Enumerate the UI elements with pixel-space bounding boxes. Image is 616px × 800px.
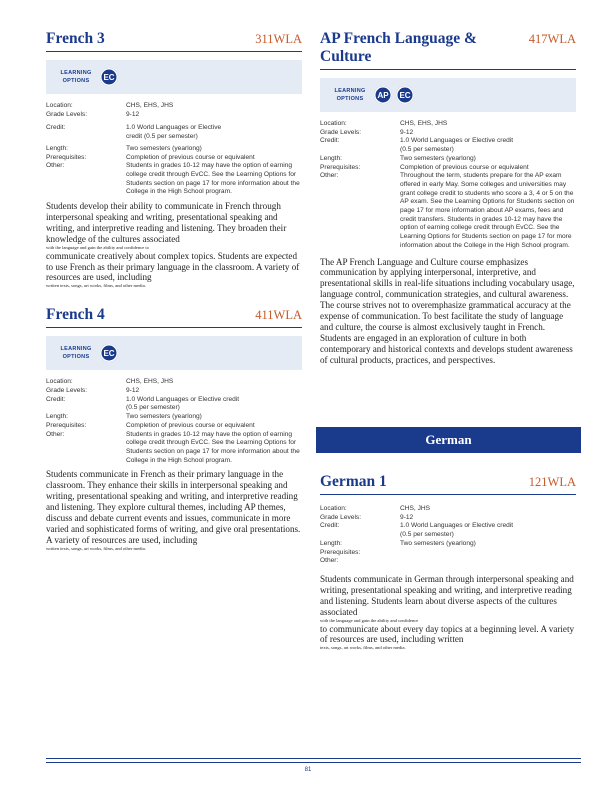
location-value: CHS, EHS, JHS: [126, 378, 174, 386]
length-value: Two semesters (yearlong): [400, 539, 476, 547]
college-credit-icon: EC: [100, 344, 118, 362]
course-code: 121WLA: [528, 475, 576, 489]
prereq-label: Prerequisites:: [320, 163, 361, 171]
learning-options-label: LEARNING OPTIONS: [60, 70, 92, 84]
length-value: Two semesters (yearlong): [126, 144, 202, 152]
prereq-label: Prerequisites:: [46, 421, 87, 429]
other-label: Other:: [320, 172, 339, 180]
course-info: [46, 378, 302, 465]
grade-label: Grade Levels:: [46, 110, 88, 118]
location-value: CHS, EHS, JHS: [400, 120, 448, 127]
credit-value: 1.0 World Languages or Elective credit (0.5 per semester): [126, 124, 222, 141]
course-header: [46, 30, 302, 52]
length-value: Two semesters (yearlong): [400, 154, 476, 162]
credit-value: 1.0 World Languages or Elective credit (0.5 per semester): [400, 522, 514, 539]
learning-options-label: LEARNING OPTIONS: [60, 346, 92, 361]
credit-value: 1.0 World Languages or Elective credit (0.5 per semester): [400, 137, 514, 154]
course-code: 311WLA: [255, 32, 302, 46]
section-header-german: German: [316, 427, 581, 453]
prereq-value: Completion of previous course or equivalent: [126, 421, 255, 429]
learning-options-box: [46, 60, 302, 94]
college-credit-icon: EC: [100, 68, 118, 86]
other-value: Throughout the term, students prepare for the AP exam offered in early May. Some colleges and universities may grant college credit to students who score a 3, 4 or 5 on the AP exam. See the Learning Options for Students section on page 17 for more information about AP exams, fees and credit transfers. Students in grades 10-12 may have the option of earning college credit through EvCC. See the Learning Options for Students section on page 17 for more information about the College in the High School program.: [400, 172, 575, 249]
course-code: 411WLA: [255, 308, 302, 323]
length-label: Length:: [46, 413, 68, 421]
course-header: [320, 473, 576, 495]
grade-value: 9-12: [400, 513, 414, 521]
location-value: CHS, EHS, JHS: [126, 102, 174, 109]
page-number: 81: [304, 767, 312, 773]
location-value: CHS, JHS: [400, 505, 431, 512]
credit-label: Credit:: [320, 137, 340, 145]
location-label: Location:: [46, 378, 73, 386]
course-code: 417WLA: [528, 32, 576, 46]
course-info: [320, 505, 576, 566]
footer-divider: [46, 762, 581, 763]
course-description: Students communicate in French as their primary language in the classroom. They enhance their skills in interpersonal speaking and writing, presentational speaking and writing, and interpretive reading and listening. They explore cultural themes, including AP themes, discuss and debate current events and issues, communicate in more varied and sophisticated forms of writing, and give oral presentations. A variety of resources are used, including written texts, songs, art works, films, and other media.: [46, 469, 301, 551]
grade-value: 9-12: [126, 110, 140, 118]
grade-value: 9-12: [400, 128, 414, 136]
credit-label: Credit:: [46, 395, 66, 403]
location-label: Location:: [320, 505, 347, 512]
advanced-placement-icon: AP: [374, 86, 392, 104]
learning-options-box: [46, 336, 302, 370]
course-description: Students develop their ability to communicate in French through interpersonal speaking and writing, presentational speaking and writing, and interpretive reading and listening. They broaden their knowledge of the cultures associated with the language and gain the ability and confidence to communicate creatively about complex topics. Students are expected to use French as their primary language in the classroom. A variety of resources are used, including written texts, songs, art works, films, and other media.: [46, 201, 300, 289]
location-label: Location:: [46, 102, 73, 109]
length-value: Two semesters (yearlong): [126, 413, 202, 421]
credit-label: Credit:: [46, 124, 66, 132]
other-value: Students in grades 10-12 may have the option of earning college credit through EvCC. See the Learning Options for Students section on page 17 for more information about the College in the High School program.: [126, 430, 300, 464]
course-french-4: [46, 306, 302, 551]
grade-label: Grade Levels:: [320, 128, 362, 136]
course-title: French 4: [46, 306, 105, 324]
prereq-label: Prerequisites:: [320, 548, 361, 556]
other-label: Other:: [320, 557, 339, 565]
course-description: The AP French Language and Culture course emphasizes communication by applying interpersonal, interpretive, and presentational skills in real-life situations including vocabulary usage, language control, communication strategies, and cultural awareness. The course strives not to overemphasize grammatical accuracy at the expense of communication. To best facilitate the study of language and culture, the course is almost exclusively taught in French. Students are engaged in an exploration of culture in both contemporary and historical contexts and develops student awareness of cultural products, practices, and perspectives.: [320, 256, 575, 365]
length-label: Length:: [46, 144, 68, 152]
course-info: [320, 120, 576, 251]
course-title: German 1: [320, 473, 387, 490]
course-info: [46, 102, 302, 197]
course-title: AP French Language & Culture: [320, 30, 477, 65]
course-french-3: [46, 30, 302, 289]
right-column: [320, 30, 576, 366]
credit-label: Credit:: [320, 522, 340, 530]
other-value: [400, 557, 576, 566]
prereq-value: [400, 549, 576, 558]
prereq-value: Completion of previous course or equivalent: [400, 163, 529, 171]
other-label: Other:: [46, 162, 65, 170]
college-credit-icon: EC: [396, 86, 414, 104]
grade-value: 9-12: [126, 387, 140, 395]
course-header: [46, 306, 302, 328]
length-label: Length:: [320, 539, 342, 547]
course-header: [320, 30, 576, 70]
grade-label: Grade Levels:: [320, 513, 362, 521]
course-german-1: [320, 473, 576, 651]
learning-options-label: LEARNING OPTIONS: [334, 88, 366, 102]
location-label: Location:: [320, 120, 347, 127]
learning-options-box: [320, 78, 576, 112]
prereq-label: Prerequisites:: [46, 153, 87, 161]
left-column: [46, 30, 302, 552]
other-value: Students in grades 10-12 may have the option of earning college credit through EvCC. See the Learning Options for Students section on page 17 for more information about the College in the High School program.: [126, 162, 300, 196]
credit-value: 1.0 World Languages or Elective credit (0.5 per semester): [126, 395, 240, 412]
course-ap-french: [320, 30, 576, 366]
prereq-value: Completion of previous course or equivalent: [126, 153, 255, 161]
length-label: Length:: [320, 154, 342, 162]
course-title: French 3: [46, 30, 105, 47]
other-label: Other:: [46, 430, 65, 438]
footer-divider: [46, 758, 581, 759]
grade-label: Grade Levels:: [46, 387, 88, 395]
course-description: Students communicate in German through interpersonal speaking and writing, presentational speaking and writing, and interpretive reading and listening. Students learn about diverse aspects of the cultures associated with the language and gain the ability and confidence to communicate about every day topics at a beginning level. A variety of resources are used, including written texts, songs, art works, films, and other media.: [320, 573, 575, 651]
